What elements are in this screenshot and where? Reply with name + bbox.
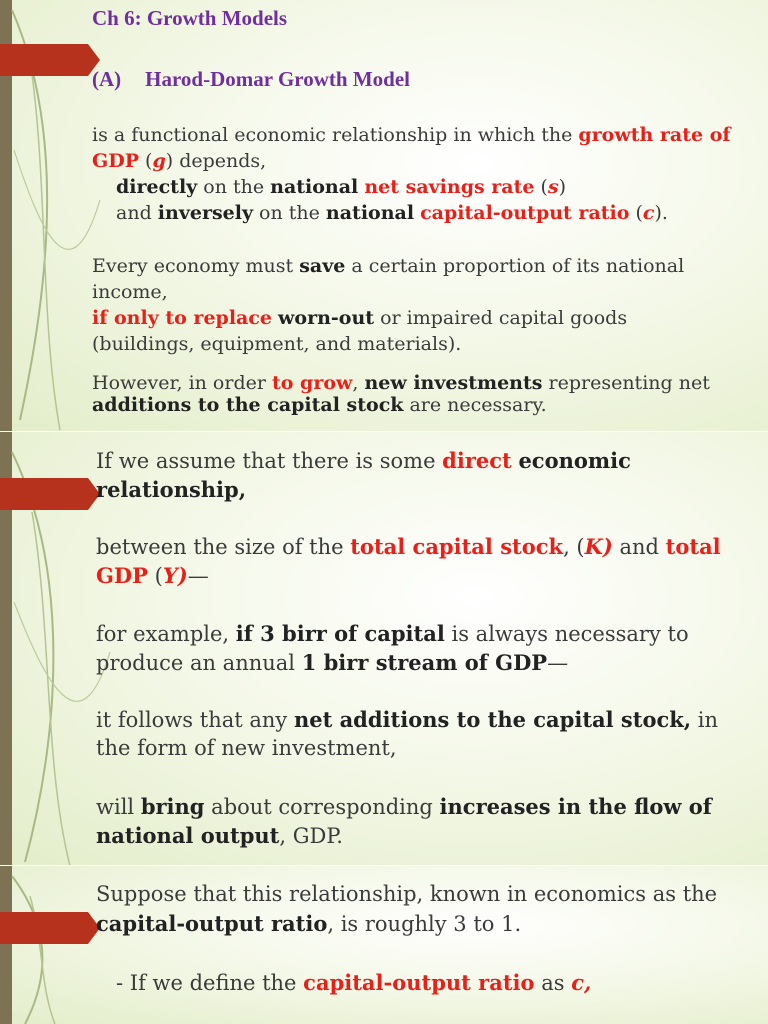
text-run: , ( (563, 535, 585, 559)
text-run: capital-output ratio (303, 970, 535, 995)
text-run: g (152, 150, 166, 172)
paragraph-follows-line1 (96, 705, 718, 735)
slide-1 (0, 0, 768, 432)
text-run: and (116, 202, 158, 224)
text-run: it follows that any (96, 708, 294, 732)
slide-tab-marker (0, 478, 100, 510)
text-run: s (547, 176, 559, 198)
paragraph-between-line2 (96, 561, 209, 591)
paragraph-assume-line1 (96, 446, 631, 476)
text-run: inversely (157, 202, 253, 224)
text-run: Y) (162, 563, 188, 588)
text-run: as (534, 971, 572, 995)
text-run: , (352, 372, 365, 394)
text-run: ( (629, 202, 643, 224)
paragraph-between-line1 (96, 532, 721, 562)
text-run: c, (571, 970, 592, 995)
text-run: between the size of the (96, 535, 351, 559)
text-run: total (665, 534, 721, 559)
text-run: bring (140, 794, 205, 819)
section-label: (A) (92, 67, 122, 91)
text-run: and (612, 535, 666, 559)
paragraph-replace-line2: (buildings, equipment, and materials). (92, 333, 462, 355)
paragraph-bring-line2 (96, 821, 343, 851)
text-run: in (691, 708, 719, 732)
text-run: If we assume that there is some (96, 449, 443, 473)
section-title (92, 67, 410, 92)
text-run: additions to the capital stock (92, 394, 404, 416)
text-run: about corresponding (204, 795, 440, 819)
text-run: — (187, 564, 209, 588)
text-run: to grow (271, 372, 353, 394)
paragraph-example-line2 (96, 648, 568, 678)
text-run: if only to replace (92, 307, 272, 329)
paragraph-suppose-line2 (96, 909, 521, 939)
paragraph-save-line2: income, (92, 281, 168, 303)
text-run: c (642, 202, 655, 224)
text-run: will (96, 795, 141, 819)
text-run: direct (442, 448, 512, 473)
paragraph-definition-line2 (92, 148, 266, 174)
text-run: capital-output ratio (96, 911, 328, 936)
text-run: on the (253, 202, 326, 224)
text-run: ( (147, 564, 163, 588)
text-run: increases in the flow of (439, 794, 712, 819)
text-run: national (270, 176, 359, 198)
text-run: worn-out (278, 307, 375, 329)
text-run: representing net (542, 372, 710, 394)
text-run: relationship, (96, 477, 247, 502)
text-run: a certain proportion of its national (345, 255, 685, 277)
paragraph-suppose-line1: Suppose that this relationship, known in economics as the (96, 882, 718, 906)
paragraph-grow-line2 (92, 394, 547, 416)
text-run: GDP (96, 563, 148, 588)
paragraph-bring-line1 (96, 792, 712, 822)
text-run: capital-output ratio (420, 202, 630, 224)
text-run: national (325, 202, 415, 224)
text-run: ) (558, 176, 567, 198)
text-run: save (299, 255, 346, 277)
slide-tab-marker (0, 44, 100, 76)
paragraph-follows-line2: the form of new investment, (96, 736, 397, 760)
text-run: is always necessary to (444, 622, 689, 646)
paragraph-define (116, 968, 591, 998)
text-run: directly (116, 176, 198, 198)
text-run: is a functional economic relationship in which the (92, 124, 579, 146)
text-run: net additions to the capital stock, (293, 707, 692, 732)
text-run: growth rate of (578, 124, 731, 146)
paragraph-definition-line1 (92, 122, 731, 148)
paragraph-grow-line1 (92, 372, 710, 394)
text-run: — (547, 651, 569, 675)
text-run: , is roughly 3 to 1. (327, 912, 522, 936)
text-run: K) (584, 534, 613, 559)
text-run: new investments (364, 372, 543, 394)
text-run: GDP (92, 150, 139, 172)
text-run: economic (518, 448, 631, 473)
text-run: Every economy must (92, 255, 300, 277)
text-run: ) depends, (165, 150, 267, 172)
text-run: However, in order (92, 372, 272, 394)
text-run: produce an annual (96, 651, 302, 675)
text-run: total capital stock (350, 534, 564, 559)
paragraph-example-line1 (96, 619, 689, 649)
slide-tab-marker (0, 912, 100, 944)
paragraph-save-line1 (92, 253, 684, 279)
text-run: 1 birr stream of GDP (301, 650, 548, 675)
text-run: for example, (96, 622, 236, 646)
text-run: national output (96, 823, 280, 848)
paragraph-replace-line1 (92, 305, 627, 331)
slide-3 (0, 866, 768, 1024)
text-run: if 3 birr of capital (235, 621, 445, 646)
text-run: on the (197, 176, 271, 198)
paragraph-assume-line2 (96, 475, 246, 505)
section-title-text: Harod-Domar Growth Model (145, 67, 410, 91)
text-run: ( (534, 176, 548, 198)
text-run: - If we define the (116, 971, 304, 995)
text-run: net savings rate (364, 176, 535, 198)
text-run: are necessary. (403, 394, 547, 416)
slide-heading: Ch 6: Growth Models (92, 6, 288, 30)
slide-2 (0, 432, 768, 866)
text-run: ). (654, 202, 668, 224)
paragraph-inversely (116, 200, 668, 226)
paragraph-directly (116, 174, 566, 200)
text-run: ( (139, 150, 153, 172)
text-run: , GDP. (279, 824, 343, 848)
text-run: or impaired capital goods (374, 307, 628, 329)
